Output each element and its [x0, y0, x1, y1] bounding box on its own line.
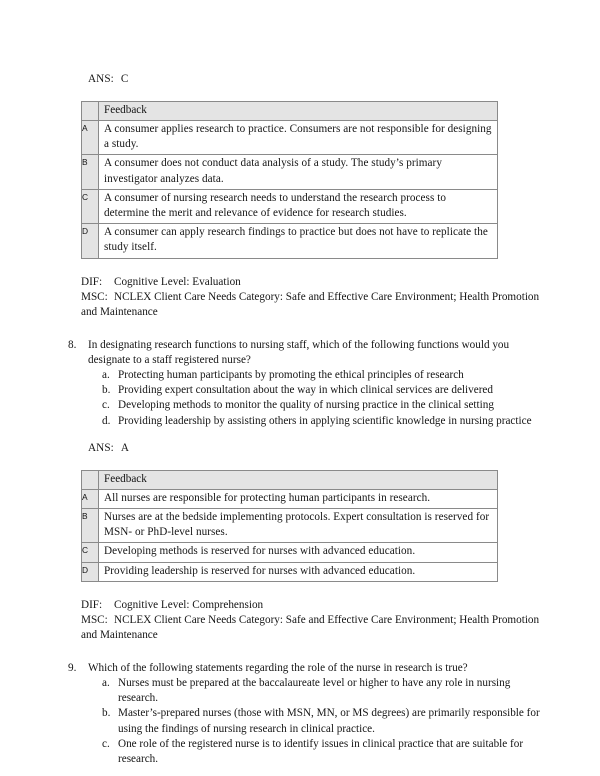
option-key-cell: D — [82, 562, 99, 581]
option-text: Providing leadership by assisting others in applying scientific knowledge in nursing practice — [118, 414, 532, 427]
table-row — [82, 155, 498, 189]
option-text: Providing expert consultation about the way in which clinical services are delivered — [118, 384, 493, 397]
table-header-feedback-cell: Feedback — [99, 470, 498, 489]
option-text: One role of the registered nurse is to identify issues in clinical practice that are suitable for research. — [118, 737, 524, 766]
table-row — [82, 489, 498, 508]
table-row — [82, 562, 498, 581]
question-options-list — [88, 368, 540, 429]
option-key-cell: B — [82, 509, 99, 543]
dif-value: Cognitive Level: Comprehension — [114, 598, 264, 611]
question-8 — [0, 338, 600, 429]
table-header-row — [82, 470, 498, 489]
option-key: c. — [102, 737, 110, 750]
option-key-cell: B — [82, 155, 99, 189]
option-text: Nurses must be prepared at the baccalaureate level or higher to have any role in nursing research. — [118, 677, 511, 705]
option-key: b. — [102, 707, 111, 720]
option-item[interactable] — [88, 398, 540, 413]
feedback-table-wrap-q7 — [0, 101, 600, 259]
msc-value: NCLEX Client Care Needs Category: Safe and Effective Care Environment; Health Promotion and Maintenance — [81, 290, 540, 318]
feedback-table-q7 — [81, 101, 498, 259]
answer-line-q8 — [0, 441, 600, 456]
msc-tag: MSC: — [81, 613, 108, 626]
answer-label: ANS: — [88, 73, 114, 85]
answer-label: ANS: — [88, 441, 114, 454]
answer-value: C — [120, 73, 129, 85]
spacer — [0, 320, 600, 338]
option-text: Master’s-prepared nurses (those with MSN, MN, or MS degrees) are primarily responsible for using the findings of nursing research in clinical practice. — [118, 707, 540, 735]
question-options-list — [88, 676, 540, 767]
feedback-text-cell: Providing leadership is reserved for nurses with advanced education. — [99, 562, 498, 581]
option-item[interactable] — [88, 676, 540, 706]
feedback-table-q8 — [81, 470, 498, 582]
metadata-block-q7 — [0, 275, 600, 320]
spacer — [0, 643, 600, 661]
table-header-row — [82, 102, 498, 121]
top-margin-spacer — [0, 0, 600, 72]
option-item[interactable] — [88, 383, 540, 398]
option-key-cell: A — [82, 121, 99, 155]
option-item[interactable] — [88, 368, 540, 383]
spacer — [0, 87, 600, 101]
question-number: 9. — [68, 661, 77, 674]
feedback-text-cell: Developing methods is reserved for nurses with advanced education. — [99, 543, 498, 562]
option-text: Protecting human participants by promoting the ethical principles of research — [118, 369, 464, 382]
difficulty-line — [81, 598, 540, 613]
answer-line-q7 — [0, 72, 600, 87]
table-row — [82, 543, 498, 562]
metadata-block-q8 — [0, 598, 600, 643]
option-key: a. — [102, 677, 110, 690]
question-9 — [0, 661, 600, 767]
msc-value: NCLEX Client Care Needs Category: Safe and Effective Care Environment; Health Promotion and Maintenance — [81, 613, 540, 641]
table-header-key-cell — [82, 102, 99, 121]
spacer — [0, 582, 600, 598]
option-key-cell: C — [82, 543, 99, 562]
option-key: c. — [102, 399, 110, 412]
difficulty-line — [81, 275, 540, 290]
spacer — [0, 456, 600, 470]
table-row — [82, 509, 498, 543]
table-row — [82, 189, 498, 223]
spacer — [0, 259, 600, 275]
question-number: 8. — [68, 338, 77, 351]
dif-tag: DIF: — [81, 275, 103, 288]
feedback-text-cell: A consumer does not conduct data analysis of a study. The study’s primary investigator analyzes data. — [99, 155, 498, 189]
answer-value: A — [120, 441, 130, 454]
option-key-cell: A — [82, 489, 99, 508]
msc-tag: MSC: — [81, 290, 108, 303]
feedback-table-wrap-q8 — [0, 470, 600, 582]
feedback-text-cell: A consumer applies research to practice. Consumers are not responsible for designing a study. — [99, 121, 498, 155]
dif-tag: DIF: — [81, 598, 103, 611]
option-key: d. — [102, 414, 111, 427]
table-header-key-cell — [82, 470, 99, 489]
feedback-text-cell: A consumer can apply research findings to practice but does not have to replicate the study itself. — [99, 224, 498, 258]
msc-line — [81, 613, 540, 643]
option-item[interactable] — [88, 737, 540, 767]
table-header-feedback-cell: Feedback — [99, 102, 498, 121]
dif-value: Cognitive Level: Evaluation — [114, 275, 241, 288]
question-stem: In designating research functions to nursing staff, which of the following functions would you designate to a staff registered nurse? — [88, 338, 510, 366]
feedback-text-cell: A consumer of nursing research needs to understand the research process to determine the merit and relevance of evidence for research studies. — [99, 189, 498, 223]
feedback-text-cell: Nurses are at the bedside implementing protocols. Expert consultation is reserved for MSN- or PhD-level nurses. — [99, 509, 498, 543]
option-key-cell: C — [82, 189, 99, 223]
question-stem: Which of the following statements regarding the role of the nurse in research is true? — [88, 661, 468, 674]
option-key: b. — [102, 384, 111, 397]
table-row — [82, 224, 498, 258]
option-text: Developing methods to monitor the quality of nursing practice in the clinical setting — [118, 399, 494, 412]
option-item[interactable] — [88, 414, 540, 429]
msc-line — [81, 290, 540, 320]
option-key-cell: D — [82, 224, 99, 258]
option-key: a. — [102, 369, 110, 382]
feedback-text-cell: All nurses are responsible for protecting human participants in research. — [99, 489, 498, 508]
option-item[interactable] — [88, 706, 540, 736]
table-row — [82, 121, 498, 155]
spacer — [0, 429, 600, 441]
